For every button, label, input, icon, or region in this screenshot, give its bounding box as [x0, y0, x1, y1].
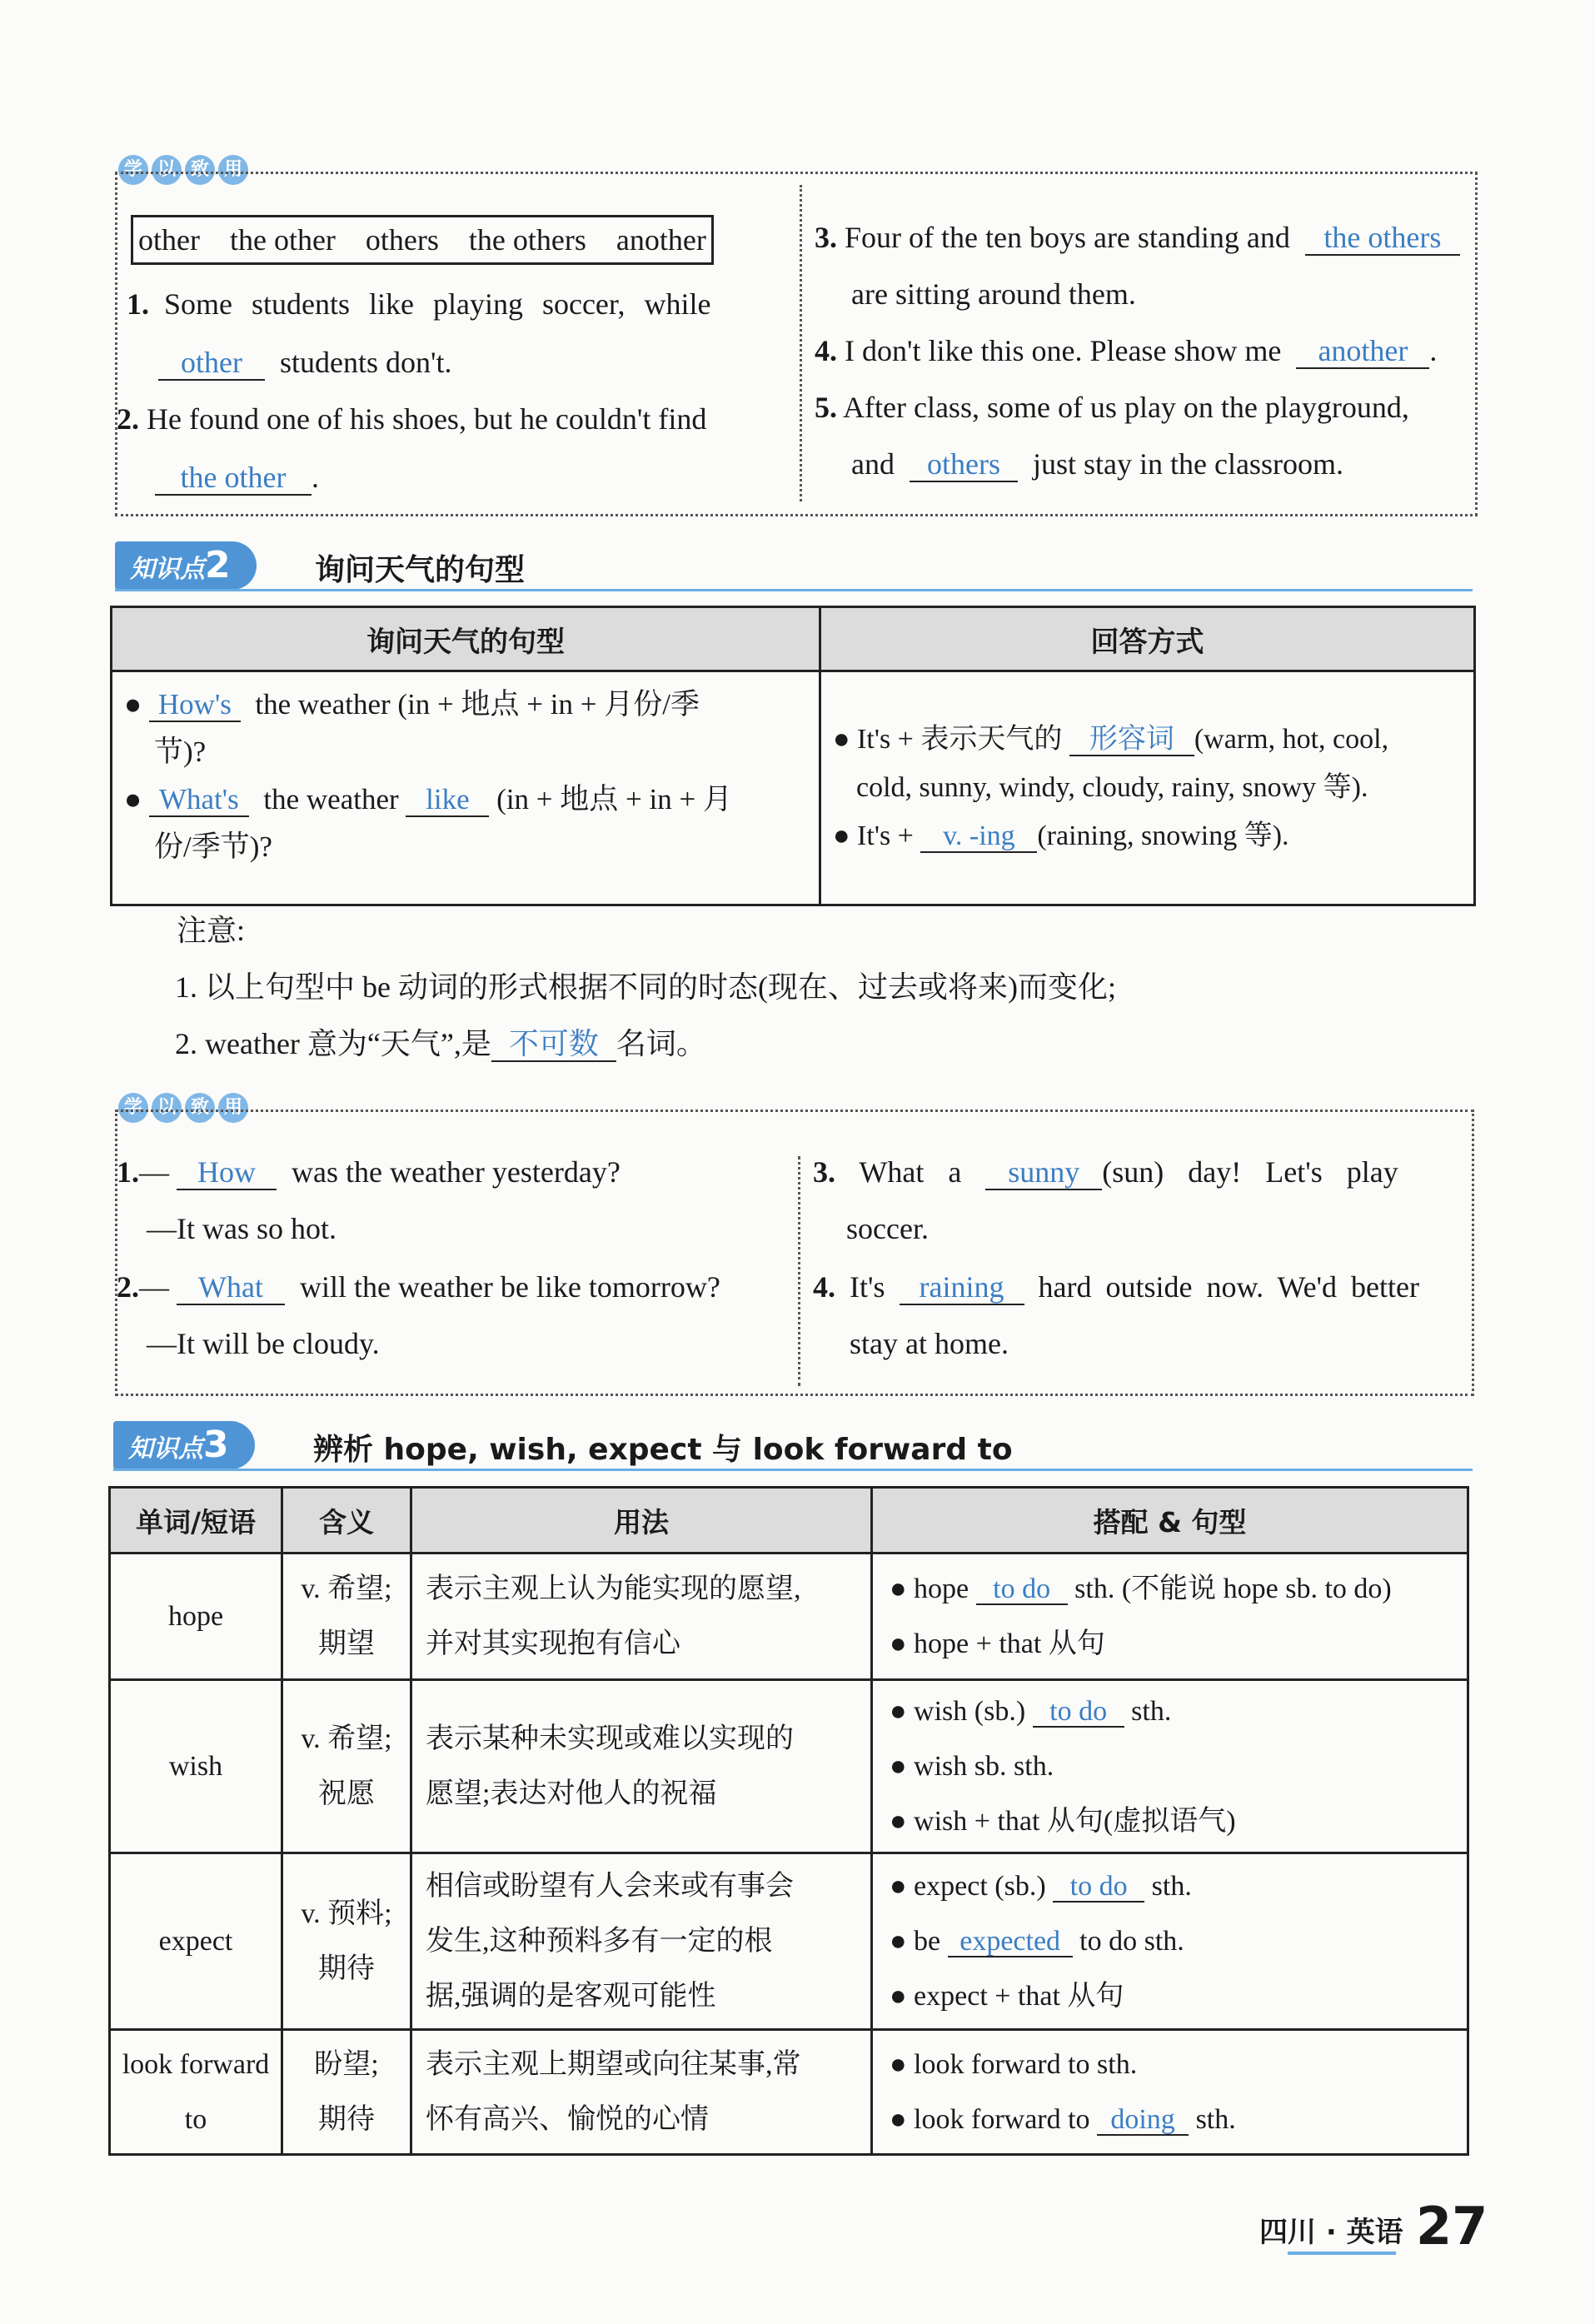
answer-blank: another	[1296, 336, 1429, 369]
note-2: 2. weather 意为“天气”,是 不可数 名词。	[175, 1027, 706, 1060]
s2-q2-reply: —It will be cloudy.	[147, 1327, 380, 1360]
usage-cell: 相信或盼望有人会来或有事会 发生,这种预料多有一定的根 据,强调的是客观可能性	[411, 1853, 872, 2030]
meaning-cell: v. 预料; 期待	[282, 1853, 411, 2030]
kp2-table	[110, 606, 1476, 906]
s2-q1-reply: —It was so hot.	[147, 1212, 336, 1245]
collocation-cell: ● expect (sb.) to do sth. ● be expected to do sth. ● expect + that 从句	[872, 1853, 1468, 2030]
kp3-title: 辨析 hope, wish, expect 与 look forward to	[313, 1433, 1013, 1467]
note-1: 1. 以上句型中 be 动词的形式根据不同的时态(现在、过去或将来)而变化;	[175, 970, 1116, 1004]
s1-q2: 2. He found one of his shoes, but he couldn't find	[117, 402, 707, 436]
answer-blank: How's	[149, 690, 241, 722]
word-cell: expect	[110, 1853, 282, 2030]
kp2-right-cell: ● It's + 表示天气的 形容词 (warm, hot, cool, cold, sunny, windy, cloudy, rainy, snowy 等). ● It's + v. -ing (raining, snowing 等).	[820, 671, 1475, 905]
s1-q4: 4. I don't like this one. Please show me another .	[815, 334, 1438, 367]
answer-blank: other	[158, 347, 265, 381]
answer-blank: 形容词	[1069, 725, 1194, 756]
answer-blank: What	[177, 1272, 285, 1305]
word-box: other the other others the others another	[131, 215, 714, 265]
page-number: 27	[1416, 2196, 1488, 2257]
meaning-cell: v. 希望; 祝愿	[282, 1680, 411, 1853]
kp2-col2-header: 回答方式	[820, 607, 1475, 671]
kp2-badge: 知识点2	[115, 541, 257, 590]
s2-q3-cont: soccer.	[846, 1212, 929, 1245]
answer-blank: the others	[1305, 222, 1460, 256]
usage-cell: 表示某种未实现或难以实现的 愿望;表达对他人的祝福	[411, 1680, 872, 1853]
header-word: 单词/短语	[110, 1488, 282, 1553]
divider	[798, 1156, 800, 1386]
header-meaning: 含义	[282, 1488, 411, 1553]
s2-q1: 1.— How was the weather yesterday?	[117, 1155, 621, 1189]
answer-blank: to do	[1053, 1872, 1144, 1903]
note-title: 注意:	[177, 914, 246, 947]
answer-blank: to do	[1033, 1697, 1124, 1728]
word-cell: wish	[110, 1680, 282, 1853]
answer-blank: v. -ing	[920, 821, 1037, 853]
practice-badge: 学 以 致 用	[118, 155, 248, 185]
kp2-title: 询问天气的句型	[315, 553, 526, 587]
s2-q3: 3. What a sunny (sun) day! Let's play	[813, 1155, 1398, 1189]
answer-blank: the other	[155, 462, 312, 496]
answer-blank: How	[177, 1157, 277, 1190]
footer-rule	[1288, 2252, 1396, 2255]
answer-blank: What's	[149, 785, 249, 817]
s2-q4: 4. It's raining hard outside now. We'd better	[813, 1270, 1419, 1304]
answer-blank: doing	[1097, 2105, 1189, 2137]
word-cell: hope	[110, 1553, 282, 1680]
collocation-cell: ● look forward to sth. ● look forward to doing sth.	[872, 2030, 1468, 2155]
header-collocation: 搭配 & 句型	[872, 1488, 1468, 1553]
s2-q4-cont: stay at home.	[850, 1327, 1009, 1360]
s1-q1: 1. Some students like playing soccer, while	[127, 287, 711, 321]
kp3-table	[108, 1486, 1469, 2156]
collocation-cell: ● wish (sb.) to do sth. ● wish sb. sth. ● wish + that 从句(虚拟语气)	[872, 1680, 1468, 1853]
answer-blank: expected	[948, 1927, 1073, 1958]
kp2-col1-header: 询问天气的句型	[112, 607, 820, 671]
kp3-rule	[113, 1469, 1473, 1471]
word-cell: look forward to	[110, 2030, 282, 2155]
s2-q2: 2.— What will the weather be like tomorrow?	[117, 1270, 720, 1304]
collocation-cell: ● hope to do sth. (不能说 hope sb. to do) ● hope + that 从句	[872, 1553, 1468, 1680]
s1-q3: 3. Four of the ten boys are standing and the others	[815, 208, 1460, 267]
header-usage: 用法	[411, 1488, 872, 1553]
answer-blank: others	[910, 449, 1018, 482]
kp3-badge: 知识点3	[113, 1421, 255, 1469]
answer-blank: to do	[976, 1574, 1068, 1606]
s1-q1-cont: other students don't.	[158, 333, 452, 391]
answer-blank: like	[406, 785, 489, 817]
practice-badge: 学 以 致 用	[118, 1093, 248, 1123]
answer-blank: 不可数	[491, 1029, 616, 1062]
meaning-cell: 盼望; 期待	[282, 2030, 411, 2155]
s1-q3-cont: are sitting around them.	[851, 277, 1136, 311]
divider	[800, 185, 802, 501]
answer-blank: raining	[900, 1272, 1024, 1305]
kp2-left-cell: ● How's the weather (in + 地点 + in + 月份/季 节)? ● What's the weather like (in + 地点 + in + 月 份/季节)?	[112, 671, 820, 905]
s1-q5-cont: and others just stay in the classroom.	[851, 447, 1343, 481]
footer-label: 四川 · 英语	[1259, 2216, 1403, 2249]
s1-q2-cont: the other .	[155, 448, 319, 506]
usage-cell: 表示主观上期望或向往某事,常 怀有高兴、愉悦的心情	[411, 2030, 872, 2155]
answer-blank: sunny	[985, 1157, 1102, 1190]
s1-q5: 5. After class, some of us play on the playground,	[815, 391, 1409, 424]
kp2-rule	[115, 589, 1473, 591]
meaning-cell: v. 希望; 期望	[282, 1553, 411, 1680]
usage-cell: 表示主观上认为能实现的愿望, 并对其实现抱有信心	[411, 1553, 872, 1680]
